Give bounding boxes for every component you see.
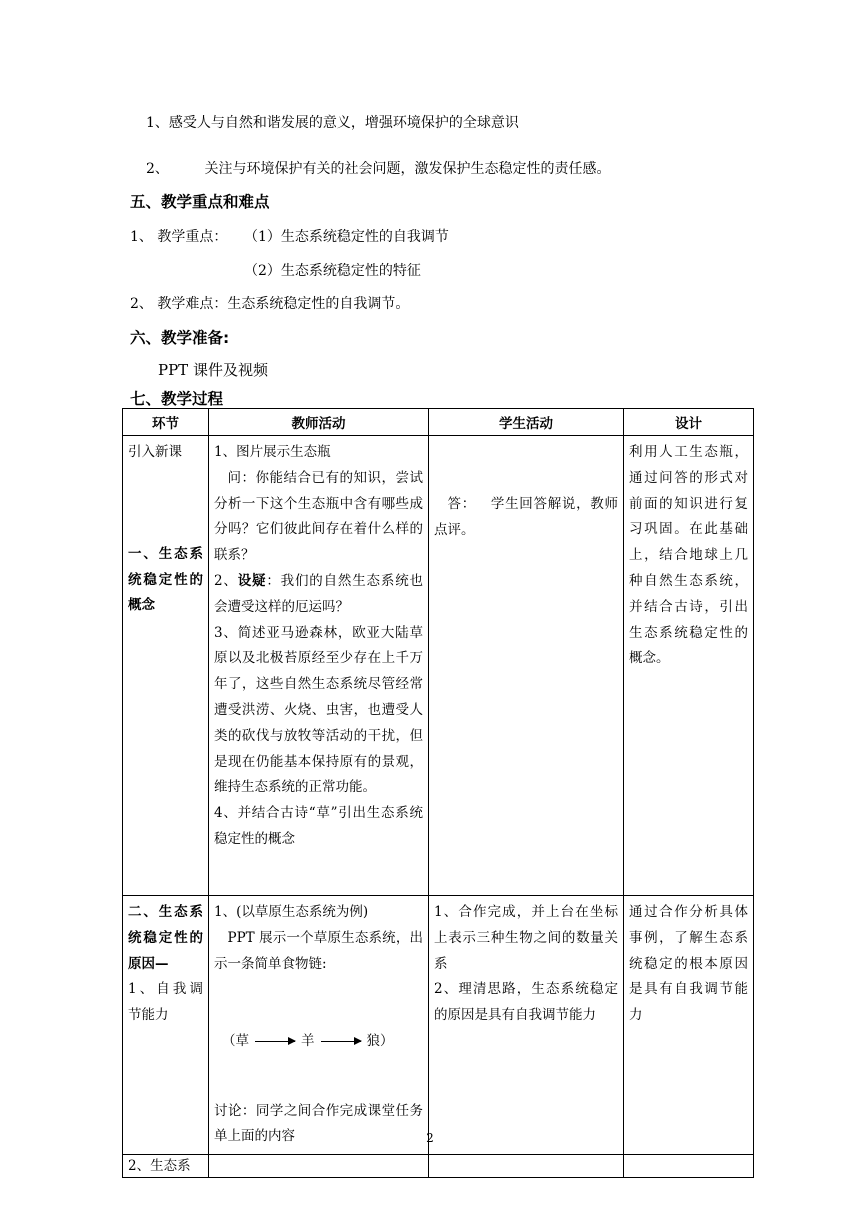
table-row — [123, 436, 754, 896]
student-cell — [429, 1155, 624, 1178]
header-student: 学生活动 — [429, 409, 624, 436]
section-5-title: 五、教学重点和难点 — [130, 193, 270, 211]
design-cell — [624, 896, 754, 1155]
step-2-number: 2、 — [214, 572, 238, 589]
key-point-1: （1）生态系统稳定性的自我调节 — [244, 229, 449, 245]
teacher-cell — [209, 896, 429, 1155]
arrow-right-icon — [255, 1041, 295, 1042]
design-cell — [624, 1155, 754, 1178]
key-point-2: （2）生态系统稳定性的特征 — [244, 263, 421, 279]
design-cell — [624, 436, 754, 896]
teacher-question: 问：你能结合已有的知识，尝试分析一下这个生态瓶中含有哪些成分吗？它们彼此间存在着什么样的联系？ — [214, 469, 423, 564]
student-cell — [429, 896, 624, 1155]
section-6-title: 六、教学准备: — [130, 329, 230, 347]
header-stage: 环节 — [123, 409, 209, 436]
student-step-1: 1、合作完成，并上台在坐标上表示三种生物之间的数量关系 — [434, 904, 618, 972]
difficult-point: 2、 教学难点：生态系统稳定性的自我调节。 — [130, 296, 410, 312]
section-7-title: 七、教学过程 — [130, 390, 224, 408]
teacher-step-3: 3、简述亚马逊森林，欧亚大陆草原以及北极苔原经至少存在上千万年了，这些自然生态系统尽管经常遭受洪涝、火烧、虫害，也遭受人类的砍伐与放牧等活动的干扰，但是现在仍能基本保持原有的景观，维持生态系统的正常功能。 — [214, 624, 423, 796]
step-2-label: 设疑 — [237, 572, 267, 589]
teacher-step-4: 4、并结合古诗“草”引出生态系统稳定性的概念 — [214, 805, 423, 847]
stage-cell — [123, 1155, 209, 1178]
table-row — [123, 1155, 754, 1178]
stage-ecosystem: 2、生态系 — [128, 1158, 191, 1175]
header-teacher: 教师活动 — [209, 409, 429, 436]
stage-cell — [123, 436, 209, 896]
teacher-cell — [209, 1155, 429, 1178]
arrow-right-icon — [321, 1041, 361, 1042]
header-design: 设计 — [624, 409, 754, 436]
chain-grass: （草 — [222, 1032, 249, 1049]
stage-self-regulation: 1、自我调节能力 — [128, 981, 203, 1024]
design-text: 利用人工生态瓶，通过问答的形式对前面的知识进行复习巩固。在此基础上，结合地球上几种自然生态系统，并结合古诗，引出生态系统稳定性的概念。 — [629, 444, 748, 667]
teacher-step-2 — [214, 569, 423, 621]
teacher-cell — [209, 436, 429, 896]
student-cell — [429, 436, 624, 896]
objective-1: 1、感受人与自然和谐发展的意义，增强环境保护的全球意识 — [146, 115, 519, 131]
teaching-process-table — [122, 408, 754, 1178]
stage-intro: 引入新课 — [128, 444, 182, 460]
design-text: 通过合作分析具体事例，了解生态系统稳定的根本原因是具有自我调节能力 — [629, 904, 748, 1024]
step-2-text: ：我们的自然生态系统也会遭受这样的厄运吗？ — [214, 572, 424, 615]
student-step-2: 2、理清思路，生态系统稳定的原因是具有自我调节能力 — [434, 981, 618, 1024]
table-row — [123, 896, 754, 1155]
teacher-step-1: 1、图片展示生态瓶 — [214, 444, 331, 460]
student-answer: 答： 学生回答解说，教师点评。 — [434, 496, 618, 538]
table-header-row — [123, 409, 754, 436]
preparation-content: PPT 课件及视频 — [158, 361, 268, 379]
stage-concept: 一、生态系统稳定性的概念 — [128, 545, 203, 614]
stage-cause: 二、生态系统稳定性的原因— — [128, 904, 203, 972]
page-number: 2 — [426, 1131, 434, 1145]
teacher-ppt: PPT 展示一个草原生态系统，出示一条简单食物链: — [214, 929, 423, 972]
chain-wolf: 狼） — [366, 1032, 394, 1049]
teacher-discussion: 讨论：同学之间合作完成课堂任务单上面的内容 — [214, 1102, 423, 1145]
food-chain — [214, 977, 423, 1080]
objective-2: 2、 关注与环境保护有关的社会问题，激发保护生态稳定性的责任感。 — [146, 161, 611, 177]
key-points-label: 1、 教学重点： — [130, 229, 228, 245]
teacher-example: 1、(以草原生态系统为例) — [214, 904, 369, 920]
chain-sheep: 羊 — [301, 1032, 315, 1049]
stage-cell — [123, 896, 209, 1155]
